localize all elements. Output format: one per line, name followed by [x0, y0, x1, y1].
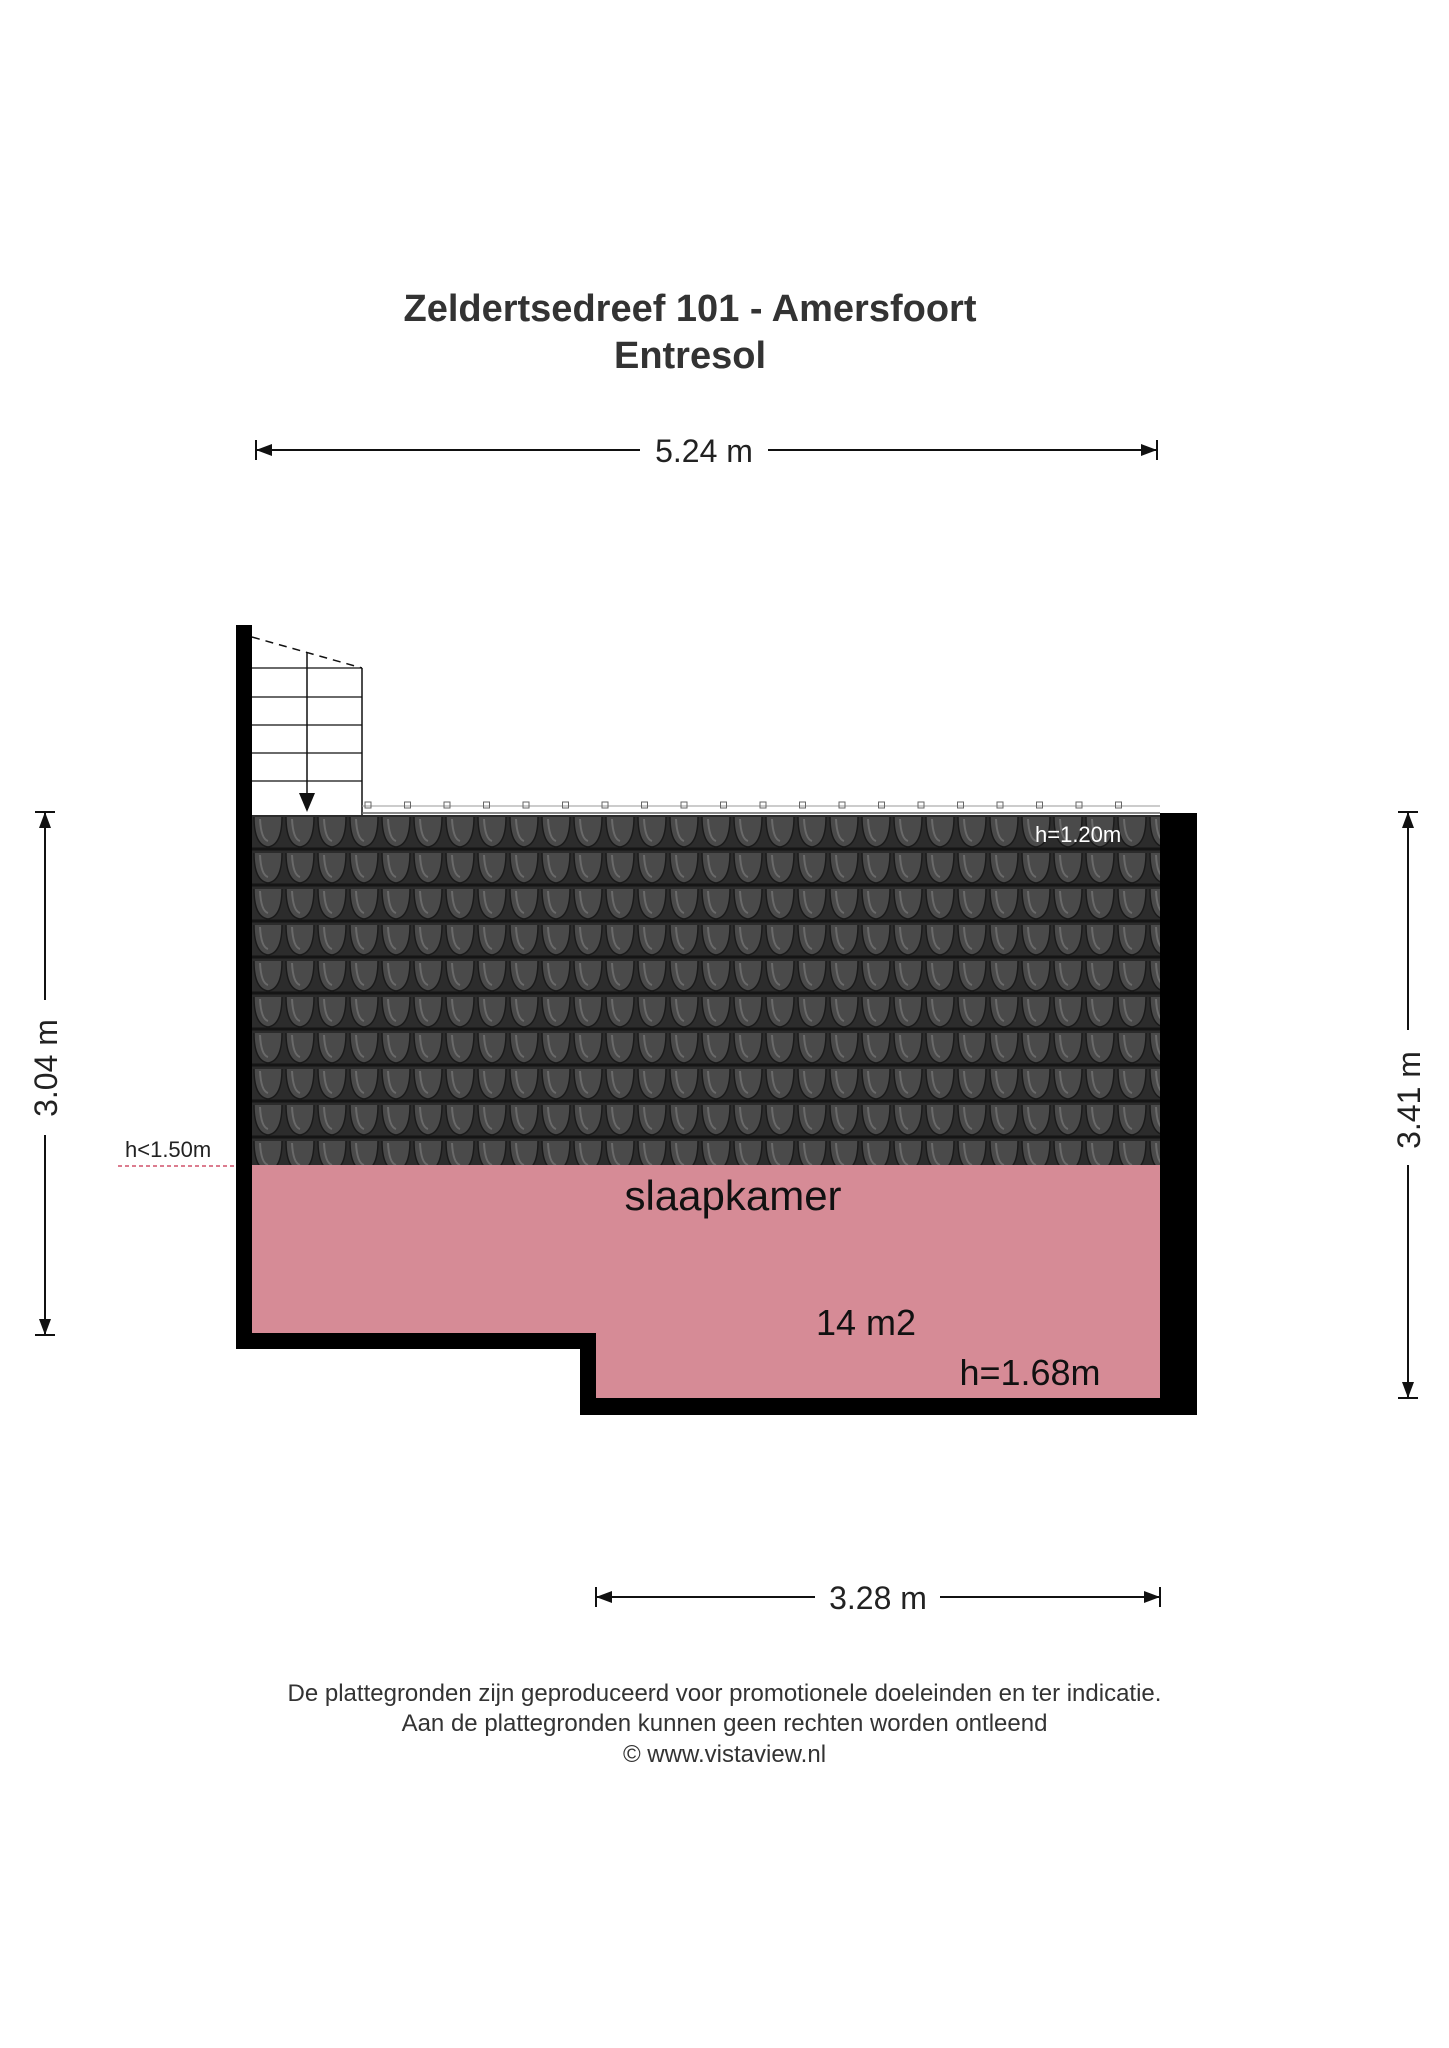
- railing-post: [523, 802, 529, 808]
- floor-name: Entresol: [613, 335, 767, 377]
- copyright: © www.vistaview.nl: [622, 1741, 827, 1768]
- railing-post: [444, 802, 450, 808]
- dimension-right-label: 3.41 m: [1391, 1051, 1427, 1149]
- dimension-top: [256, 433, 1157, 469]
- disclaimer-line-1: De plattegronden zijn geproduceerd voor promotionele doeleinden en ter indicatie.: [287, 1680, 1162, 1707]
- railing: [362, 802, 1160, 813]
- railing-post: [602, 802, 608, 808]
- dimension-right: [1391, 812, 1427, 1398]
- railing-post: [1116, 802, 1122, 808]
- railing-post: [1037, 802, 1043, 808]
- railing-post: [958, 802, 964, 808]
- room-area: 14 m2: [815, 1302, 917, 1343]
- railing-post: [681, 802, 687, 808]
- railing-post: [365, 802, 371, 808]
- railing-post: [800, 802, 806, 808]
- railing-post: [1076, 802, 1082, 808]
- plan-title: Zeldertsedreef 101 - Amersfoort: [403, 288, 977, 330]
- railing-post: [839, 802, 845, 808]
- railing-post: [997, 802, 1003, 808]
- roof-slope: [252, 815, 1160, 1165]
- stair-direction-arrow-icon: [299, 793, 315, 812]
- railing-post: [879, 802, 885, 808]
- height-low-label: h<1.50m: [125, 1137, 212, 1162]
- railing-post: [642, 802, 648, 808]
- railing-post: [484, 802, 490, 808]
- railing-post: [760, 802, 766, 808]
- dimension-bottom: [596, 1580, 1160, 1616]
- room-name: slaapkamer: [624, 1172, 842, 1219]
- staircase: [252, 637, 362, 815]
- disclaimer-line-2: Aan de plattegronden kunnen geen rechten worden ontleend: [401, 1710, 1048, 1737]
- railing-post: [918, 802, 924, 808]
- railing-post: [405, 802, 411, 808]
- dimension-bottom-label: 3.28 m: [829, 1580, 927, 1616]
- railing-post: [721, 802, 727, 808]
- dimension-left-label: 3.04 m: [28, 1019, 64, 1117]
- room-height: h=1.68m: [959, 1352, 1101, 1393]
- dimension-top-label: 5.24 m: [655, 433, 753, 469]
- height-top-label: h=1.20m: [1035, 822, 1122, 847]
- dimension-left: [28, 812, 64, 1335]
- railing-post: [563, 802, 569, 808]
